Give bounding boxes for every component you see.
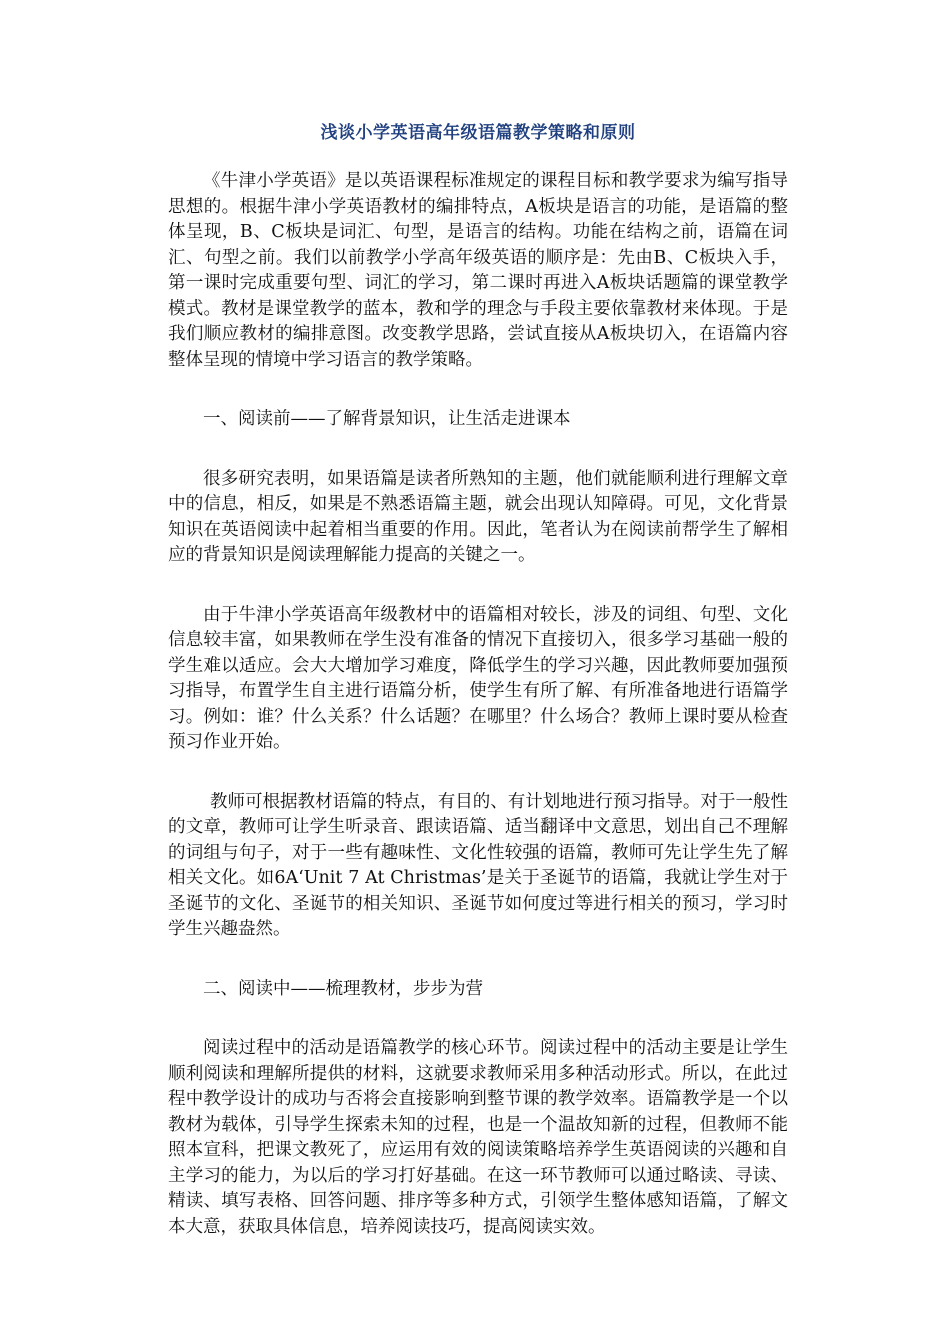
document-page bbox=[168, 118, 788, 1274]
preview-paragraph: 由于牛津小学英语高年级教材中的语篇相对较长，涉及的词组、句型、文化信息较丰富，如果教师在学生没有准备的情况下直接切入，很多学习基础一般的学生难以适应。会大大增加学习难度，降低学生的学习兴趣，因此教师要加强预习指导，布置学生自主进行语篇分析，使学生有所了解、有所准备地进行语篇学习。例如：谁？什么关系？什么话题？在哪里？什么场合？教师上课时要从检查预习作业开始。 bbox=[168, 604, 788, 752]
guidance-paragraph: 教师可根据教材语篇的特点，有目的、有计划地进行预习指导。对于一般性的文章，教师可让学生听录音、跟读语篇、适当翻译中文意思，划出自己不理解的词组与句子，对于一些有趣味性、文化性较强的语篇，教师可先让学生先了解相关文化。如6A‘Unit 7 At Christmas’是关于圣诞节的语篇，我就让学生对于圣诞节的文化、圣诞节的相关知识、圣诞节如何度过等进行相关的预习，学习时学生兴趣盎然。 bbox=[168, 791, 788, 939]
section-heading-before-reading: 一、阅读前——了解背景知识，让生活走进课本 bbox=[203, 409, 571, 429]
activities-paragraph: 阅读过程中的活动是语篇教学的核心环节。阅读过程中的活动主要是让学生顺利阅读和理解所提供的材料，这就要求教师采用多种活动形式。所以，在此过程中教学设计的成功与否将会直接影响到整节课的教学效率。语篇教学是一个以教材为载体，引导学生探索未知的过程，也是一个温故知新的过程，但教师不能照本宣科，把课文教死了，应运用有效的阅读策略培养学生英语阅读的兴趣和自主学习的能力，为以后的学习打好基础。在这一环节教师可以通过略读、寻读、精读、填写表格、回答问题、排序等多种方式，引领学生整体感知语篇，了解文本大意，获取具体信息，培养阅读技巧，提高阅读实效。 bbox=[168, 1038, 788, 1237]
background-paragraph: 很多研究表明，如果语篇是读者所熟知的主题，他们就能顺利进行理解文章中的信息，相反，如果是不熟悉语篇主题，就会出现认知障碍。可见，文化背景知识在英语阅读中起着相当重要的作用。因此，笔者认为在阅读前帮学生了解相应的背景知识是阅读理解能力提高的关键之一。 bbox=[168, 468, 788, 565]
section-heading-during-reading: 二、阅读中——梳理教材，步步为营 bbox=[203, 978, 483, 999]
intro-paragraph: 《牛津小学英语》是以英语课程标准规定的课程目标和教学要求为编写指导思想的。根据牛津小学英语教材的编排特点，A板块是语言的功能，是语篇的整体呈现，B、C板块是词汇、句型，是语言的结构。功能在结构之前，语篇在词汇、句型之前。我们以前教学小学高年级英语的顺序是：先由B、C板块入手，第一课时完成重要句型、词汇的学习，第二课时再进入A板块话题篇的课堂教学模式。教材是课堂教学的蓝本，教和学的理念与手段主要依靠教材来体现。于是我们顺应教材的编排意图。改变教学思路，尝试直接从A板块切入，在语篇内容整体呈现的情境中学习语言的教学策略。 bbox=[168, 171, 788, 370]
document-title: 浅谈小学英语高年级语篇教学策略和原则 bbox=[320, 123, 636, 143]
